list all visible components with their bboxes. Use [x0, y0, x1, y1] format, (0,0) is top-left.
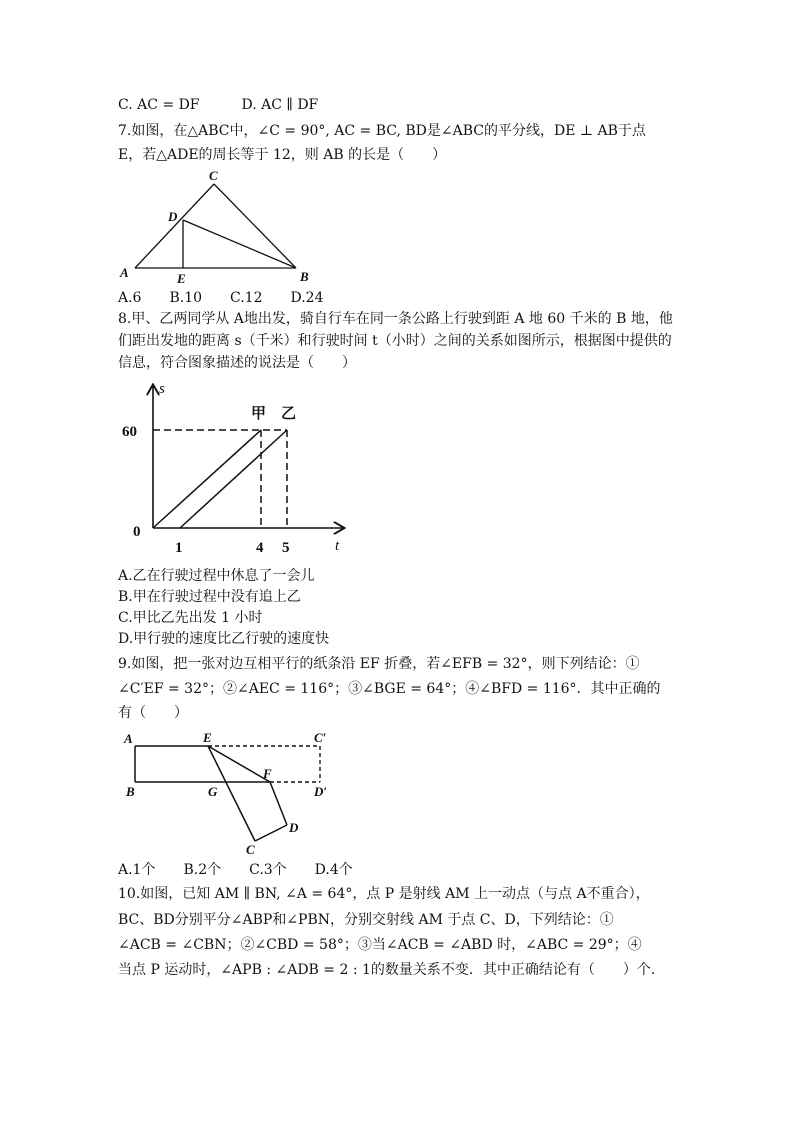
fig9-label-d-prime: D′	[314, 784, 328, 799]
q9-stem-line2: ∠C′EF = 32°；②∠AEC = 116°；③∠BGE = 64°；④∠BFD = 116°．其中正确的	[118, 681, 661, 697]
fig9-flap-fd	[270, 782, 287, 825]
q9-stem-line3: 有（ ）	[118, 705, 188, 721]
fig8-label-yi: 乙	[281, 406, 297, 422]
q8-stem-line2: 们距出发地的距离 s（千米）和行驶时间 t（小时）之间的关系如图所示，根据图中提供的	[118, 333, 672, 349]
fig9-folded-strip-diagram	[115, 724, 345, 859]
q9-stem-line1: 9.如图，把一张对边互相平行的纸条沿 EF 折叠，若∠EFB = 32°，则下列结论：①	[118, 656, 640, 672]
fig8-axis-label-s: s	[159, 381, 165, 397]
fig8-axis-label-t: t	[335, 538, 340, 554]
q8-stem-line1: 8.甲、乙两同学从 A地出发，骑自行车在同一条公路上行驶到距 A 地 60 千米的 B 地，他	[118, 311, 673, 327]
fig9-label-f: F	[263, 766, 272, 781]
q7-options: A.6 B.10 C.12 D.24	[118, 290, 324, 306]
q10-stem-line3: ∠ACB = ∠CBN；②∠CBD = 58°；③当∠ACB = ∠ABD 时，∠ABC = 29°；④	[118, 937, 642, 953]
fig7-label-b: B	[300, 269, 309, 284]
fig7-side-cb	[214, 184, 296, 268]
q6-options: C. AC = DF D. AC ∥ DF	[118, 97, 319, 113]
fig9-label-b: B	[126, 784, 135, 799]
fig8-line-yi	[180, 430, 287, 528]
q10-stem-line1: 10.如图，已知 AM ∥ BN, ∠A = 64°，点 P 是射线 AM 上一动点（与点 A不重合），	[118, 886, 650, 902]
fig7-label-c: C	[209, 168, 218, 183]
fig7-side-ac	[135, 184, 214, 268]
fig9-label-c: C	[246, 842, 255, 857]
q8-option-a: A.乙在行驶过程中休息了一会儿	[118, 568, 315, 584]
fig7-label-e: E	[177, 271, 186, 286]
fig9-label-a: A	[124, 731, 133, 746]
q8-option-c: C.甲比乙先出发 1 小时	[118, 610, 263, 626]
fig8-tick-60: 60	[122, 424, 137, 440]
q9-options: A.1个 B.2个 C.3个 D.4个	[118, 862, 353, 878]
fig7-label-a: A	[120, 265, 129, 280]
fig9-label-g: G	[208, 784, 218, 799]
fig7-triangle-diagram	[115, 166, 320, 288]
fig9-label-c-prime: C′	[314, 730, 327, 745]
fig8-distance-time-graph	[115, 376, 355, 560]
q8-stem-line3: 信息，符合图象描述的说法是（ ）	[118, 355, 356, 371]
q7-stem-line1: 7.如图，在△ABC中，∠C = 90°, AC = BC, BD是∠ABC的平分线，DE ⊥ AB于点	[118, 123, 646, 139]
fig9-flap-cd	[255, 825, 287, 841]
fig8-tick-0: 0	[133, 524, 141, 540]
fig8-tick-5: 5	[282, 540, 290, 556]
q10-stem-line2: BC、BD分别平分∠ABP和∠PBN，分别交射线 AM 于点 C、D，下列结论：①	[118, 912, 614, 928]
fig9-label-e: E	[203, 730, 212, 745]
q8-option-d: D.甲行驶的速度比乙行驶的速度快	[118, 631, 330, 647]
fig7-segment-bd	[183, 220, 296, 268]
fig8-tick-4: 4	[256, 540, 264, 556]
fig9-label-d: D	[289, 820, 299, 835]
q8-option-b: B.甲在行驶过程中没有追上乙	[118, 589, 301, 605]
fig8-tick-1: 1	[175, 540, 183, 556]
fig8-label-jia: 甲	[251, 406, 267, 422]
q7-stem-line2: E，若△ADE的周长等于 12，则 AB 的长是（ ）	[118, 147, 447, 163]
fig8-line-jia	[153, 430, 261, 528]
fig7-label-d: D	[168, 209, 178, 224]
q10-stem-line4: 当点 P 运动时，∠APB : ∠ADB = 2 : 1的数量关系不变．其中正确结论有（ ）个．	[118, 962, 665, 978]
